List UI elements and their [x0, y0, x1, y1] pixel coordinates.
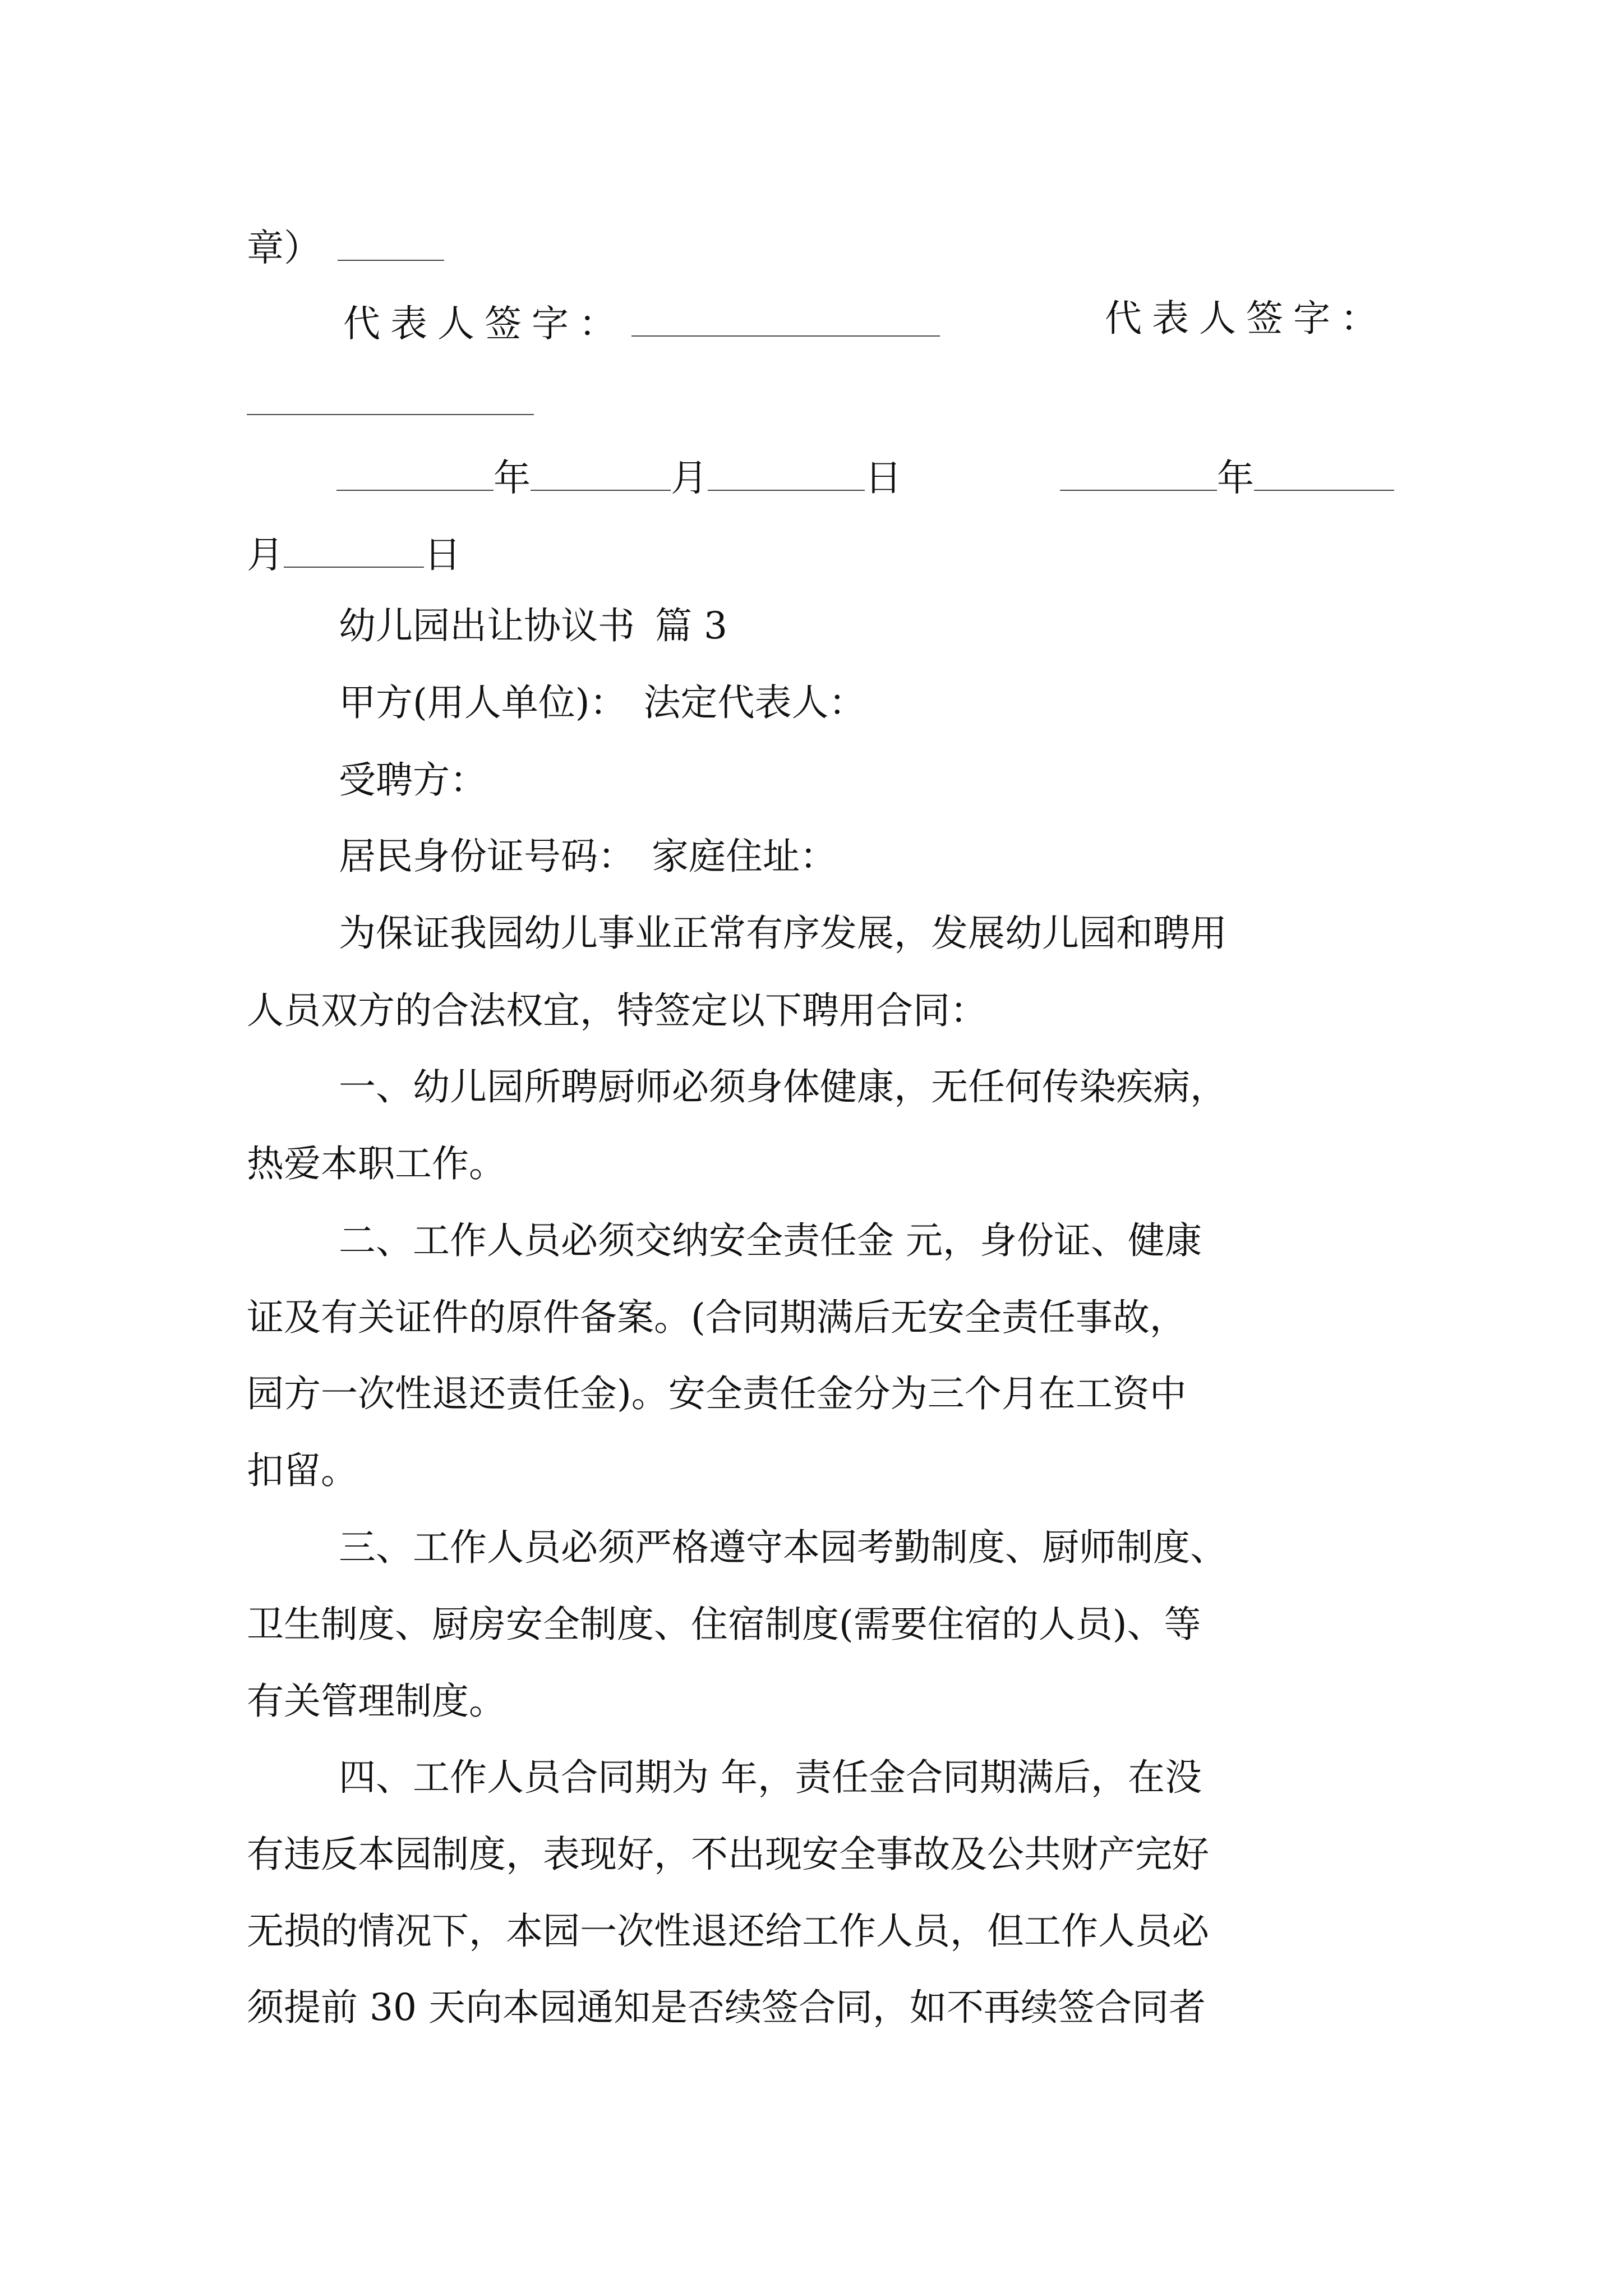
- body-line: 无损的情况下，本园一次性退还给工作人员，但工作人员必: [247, 1910, 1209, 1953]
- body-line: 四、工作人员合同期为 年，责任金合同期满后，在没: [339, 1756, 1202, 1799]
- party-a-line: [339, 681, 866, 724]
- rep-sign-blank-left[interactable]: [631, 300, 940, 337]
- body-line: 二、工作人员必须交纳安全责任金 元，身份证、健康: [339, 1219, 1202, 1262]
- body-line: 园方一次性退还责任金)。安全责任金分为三个月在工资中: [247, 1372, 1187, 1415]
- body-line: 人员双方的合法权宜，特签定以下聘用合同：: [247, 989, 987, 1032]
- day-blank-right[interactable]: [284, 531, 424, 568]
- date-line-cont: [247, 531, 461, 577]
- date-line-right: [1060, 454, 1394, 500]
- party-a-label: 甲方(用人单位)：: [339, 681, 627, 724]
- body-line: 热爱本职工作。: [247, 1142, 506, 1185]
- month-label-left: 月: [671, 456, 708, 500]
- section-part: 篇 3: [655, 604, 727, 647]
- year-blank-left[interactable]: [336, 454, 494, 491]
- day-blank-left[interactable]: [708, 454, 865, 491]
- section-heading: [339, 604, 727, 647]
- address-label: 家庭住址：: [652, 835, 837, 878]
- month-blank-left[interactable]: [531, 454, 671, 491]
- rep-sign-label-left: 代表人签字：: [343, 302, 626, 346]
- year-label-left: 年: [494, 456, 531, 500]
- year-label-right: 年: [1217, 456, 1254, 500]
- body-line: 扣留。: [247, 1449, 358, 1492]
- rep-sign-blank-right[interactable]: [247, 379, 534, 415]
- rep-sign-line-right: [1105, 297, 1387, 340]
- date-line: [336, 454, 902, 500]
- seal-suffix: 章）: [247, 226, 321, 270]
- body-line: 须提前 30 天向本园通知是否续签合同，如不再续签合同者: [247, 1986, 1206, 2029]
- seal-line: [247, 224, 444, 270]
- year-blank-right[interactable]: [1060, 454, 1217, 491]
- section-title: 幼儿园出让协议书: [339, 604, 635, 647]
- body-line: 证及有关证件的原件备案。(合同期满后无安全责任事故，: [247, 1296, 1187, 1339]
- id-number-label: 居民身份证号码：: [339, 835, 635, 878]
- body-line: 三、工作人员必须严格遵守本园考勤制度、厨师制度、: [339, 1526, 1227, 1569]
- rep-sign-blank-line: [247, 379, 534, 421]
- rep-sign-line: [343, 300, 940, 346]
- id-address-line: [339, 835, 837, 878]
- employee-label: 受聘方：: [339, 758, 487, 802]
- body-line: 为保证我园幼儿事业正常有序发展，发展幼儿园和聘用: [339, 912, 1227, 955]
- body-line: 一、幼儿园所聘厨师必须身体健康，无任何传染疾病，: [339, 1065, 1227, 1108]
- body-line: 有关管理制度。: [247, 1680, 506, 1723]
- seal-blank[interactable]: [338, 224, 444, 261]
- legal-rep-label: 法定代表人：: [643, 681, 866, 724]
- month-label-right: 月: [247, 533, 284, 577]
- rep-sign-label-right: 代表人签字：: [1105, 297, 1387, 340]
- body-line: 卫生制度、厨房安全制度、住宿制度(需要住宿的人员)、等: [247, 1603, 1201, 1646]
- day-label-right: 日: [424, 533, 461, 577]
- month-blank-right[interactable]: [1254, 454, 1394, 491]
- body-line: 有违反本园制度，表现好，不出现安全事故及公共财产完好: [247, 1833, 1209, 1876]
- day-label-left: 日: [865, 456, 902, 500]
- employee-line: [339, 758, 487, 802]
